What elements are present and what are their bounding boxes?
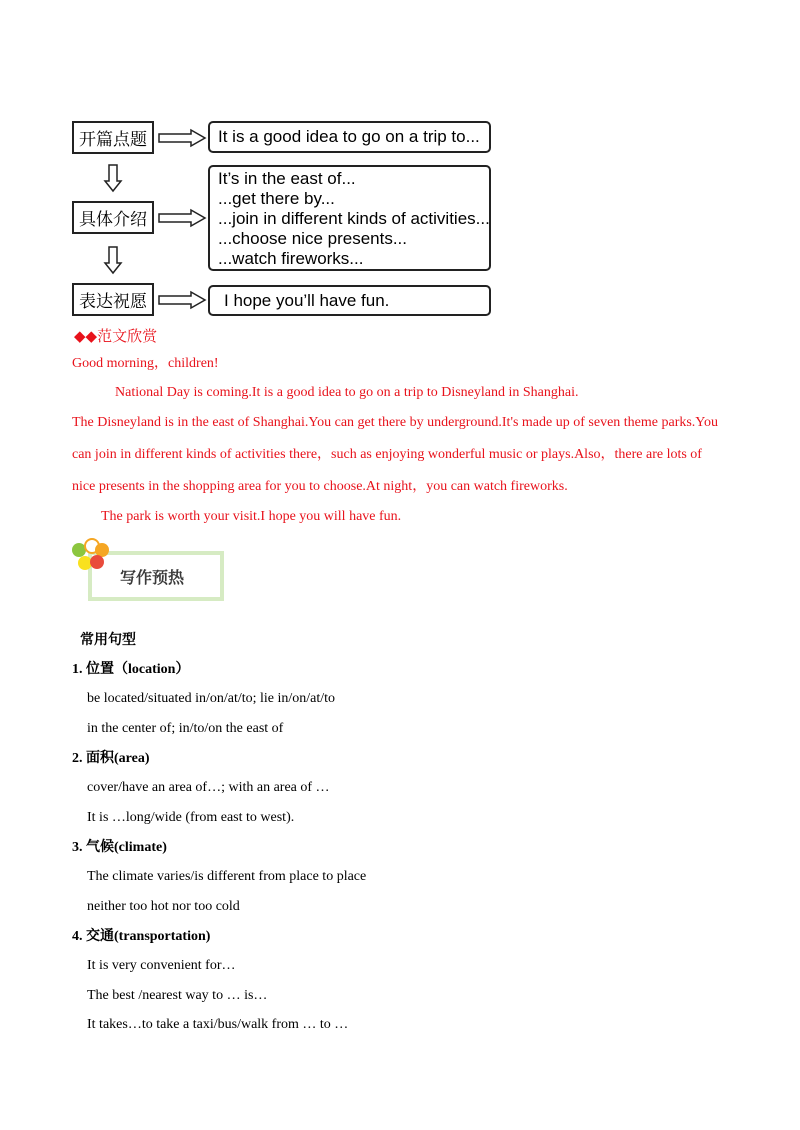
essay-line: The Disneyland is in the east of Shanghai.You can get there by underground.It's made up of seven theme parks.You xyxy=(72,415,719,430)
content-line: It’s in the east of... xyxy=(218,169,356,188)
section-banner xyxy=(88,551,224,601)
group-title-transportation: 4. 交通(transportation) xyxy=(72,929,211,944)
pattern-item: It is very convenient for… xyxy=(87,958,236,973)
content-line: ...get there by... xyxy=(218,189,335,208)
content-box-intro xyxy=(208,121,491,153)
group-title-location: 1. 位置（location） xyxy=(72,662,190,677)
essay-heading: ◆◆范文欣赏 xyxy=(74,329,158,345)
down-arrow-icon xyxy=(103,245,123,275)
right-arrow-icon xyxy=(157,128,207,148)
content-box-wishes xyxy=(208,285,491,316)
pattern-item: in the center of; in/to/on the east of xyxy=(87,721,284,736)
step-box-wishes xyxy=(72,283,154,316)
right-arrow-icon xyxy=(157,208,207,228)
step-box-details xyxy=(72,201,154,234)
content-line: ...watch fireworks... xyxy=(218,249,364,268)
banner-title: 写作预热 xyxy=(92,555,220,597)
step-label-intro: 开篇点题 xyxy=(79,130,147,150)
step-label-details: 具体介绍 xyxy=(79,210,147,230)
essay-line: can join in different kinds of activities there，such as enjoying wonderful music or plays.Also，there are lots of xyxy=(72,447,702,462)
down-arrow-icon xyxy=(103,163,123,193)
pattern-item: It takes…to take a taxi/bus/walk from … to … xyxy=(87,1017,349,1032)
pattern-item: neither too hot nor too cold xyxy=(87,899,240,914)
step-label-wishes: 表达祝愿 xyxy=(79,292,147,312)
pattern-item: It is …long/wide (from east to west). xyxy=(87,810,295,825)
content-box-details xyxy=(208,165,491,271)
group-title-climate: 3. 气候(climate) xyxy=(72,840,167,855)
group-title-area: 2. 面积(area) xyxy=(72,751,150,766)
sentences-heading: 常用句型 xyxy=(80,633,136,648)
essay-greeting: Good morning，children! xyxy=(72,356,219,371)
pattern-item: The climate varies/is different from place to place xyxy=(87,869,367,884)
right-arrow-icon xyxy=(157,290,207,310)
pattern-item: cover/have an area of…; with an area of … xyxy=(87,780,330,795)
content-line: ...choose nice presents... xyxy=(218,229,407,248)
content-line: I hope you’ll have fun. xyxy=(224,291,390,310)
pattern-item: be located/situated in/on/at/to; lie in/on/at/to xyxy=(87,691,336,706)
pattern-item: The best /nearest way to … is… xyxy=(87,988,268,1003)
essay-line: National Day is coming.It is a good idea to go on a trip to Disneyland in Shanghai. xyxy=(115,385,579,400)
flower-petal-icon xyxy=(90,555,104,569)
essay-line: The park is worth your visit.I hope you will have fun. xyxy=(101,509,402,524)
content-line: It is a good idea to go on a trip to... xyxy=(218,127,480,146)
essay-line: nice presents in the shopping area for you to choose.At night，you can watch fireworks. xyxy=(72,479,568,494)
content-line: ...join in different kinds of activities... xyxy=(218,209,490,228)
step-box-intro xyxy=(72,121,154,154)
